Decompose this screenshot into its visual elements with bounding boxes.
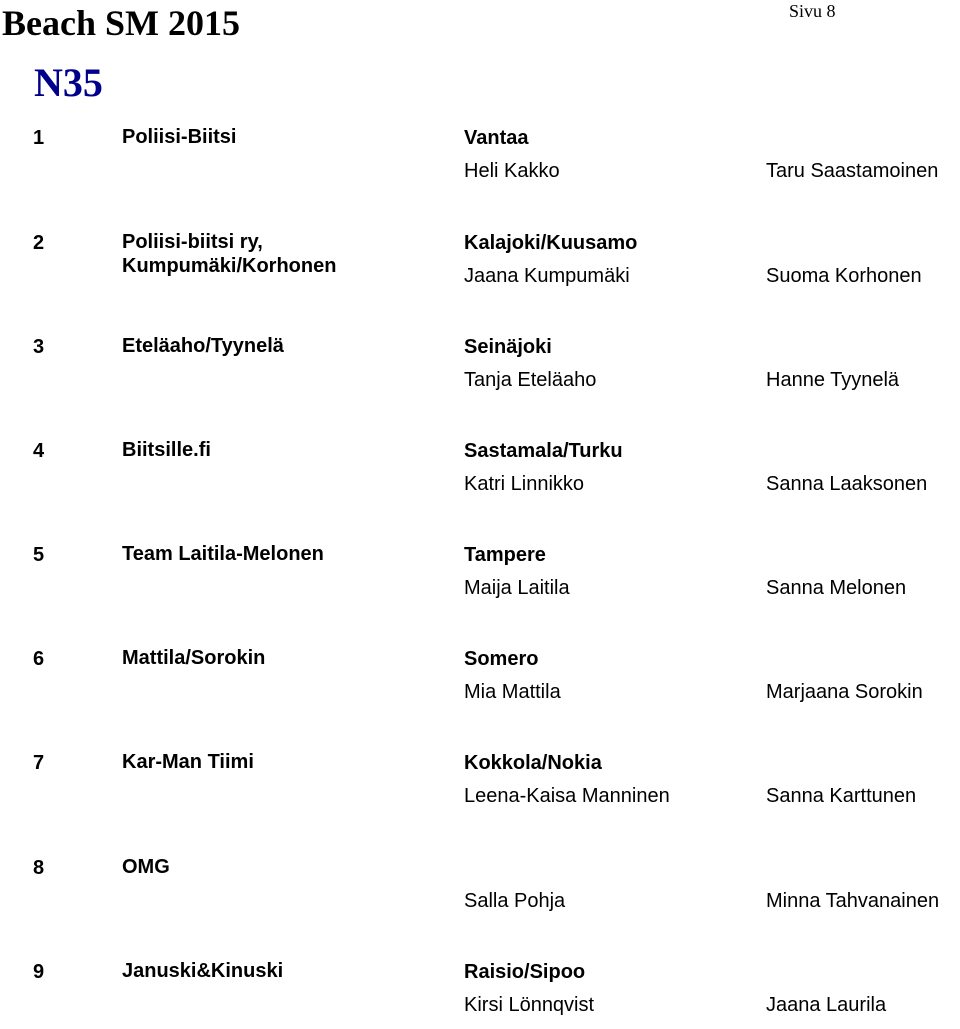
team-name: Biitsille.fi [122, 439, 211, 461]
team-city: Kokkola/Nokia [464, 752, 602, 774]
player-1: Leena-Kaisa Manninen [464, 785, 670, 807]
player-1: Heli Kakko [464, 160, 560, 182]
rank: 2 [33, 232, 45, 254]
player-2: Sanna Melonen [766, 577, 907, 599]
player-1: Salla Pohja [464, 890, 566, 912]
rank: 8 [33, 857, 45, 879]
rank: 3 [33, 336, 45, 358]
team-city: Sastamala/Turku [464, 440, 623, 462]
player-2: Minna Tahvanainen [766, 890, 940, 912]
player-2: Sanna Laaksonen [766, 473, 928, 495]
result-entry [0, 750, 960, 820]
team-city: Kalajoki/Kuusamo [464, 232, 638, 254]
category-heading: N35 [34, 60, 103, 105]
player-1: Katri Linnikko [464, 473, 585, 495]
player-1: Jaana Kumpumäki [464, 265, 630, 287]
result-entry [0, 542, 960, 612]
document-title: Beach SM 2015 [2, 3, 240, 43]
rank: 9 [33, 961, 45, 983]
result-entry [0, 855, 960, 925]
team-name: OMG [122, 856, 170, 878]
result-entry [0, 646, 960, 716]
rank: 7 [33, 752, 45, 774]
result-entry [0, 334, 960, 404]
team-name: Kar-Man Tiimi [122, 751, 254, 773]
team-name: Team Laitila-Melonen [122, 543, 324, 565]
rank: 5 [33, 544, 45, 566]
player-2: Jaana Laurila [766, 994, 887, 1016]
result-entry [0, 230, 960, 300]
team-city: Raisio/Sipoo [464, 961, 586, 983]
result-entry [0, 125, 960, 195]
team-city: Tampere [464, 544, 546, 566]
team-name: Eteläaho/Tyynelä [122, 335, 284, 357]
player-1: Mia Mattila [464, 681, 561, 703]
player-1: Kirsi Lönnqvist [464, 994, 595, 1016]
player-2: Taru Saastamoinen [766, 160, 939, 182]
team-city: Somero [464, 648, 539, 670]
player-2: Suoma Korhonen [766, 265, 922, 287]
team-city: Seinäjoki [464, 336, 552, 358]
result-entry [0, 959, 960, 1029]
page-number: Sivu 8 [789, 1, 836, 21]
player-1: Tanja Eteläaho [464, 369, 597, 391]
team-name: Poliisi-biitsi ry, Kumpumäki/Korhonen [122, 231, 337, 277]
rank: 4 [33, 440, 45, 462]
result-entry [0, 438, 960, 508]
player-2: Hanne Tyynelä [766, 369, 900, 391]
rank: 1 [33, 127, 45, 149]
team-name: Januski&Kinuski [122, 960, 284, 982]
player-1: Maija Laitila [464, 577, 570, 599]
team-name: Mattila/Sorokin [122, 647, 266, 669]
player-2: Sanna Karttunen [766, 785, 917, 807]
player-2: Marjaana Sorokin [766, 681, 923, 703]
rank: 6 [33, 648, 45, 670]
team-city: Vantaa [464, 127, 529, 149]
team-name: Poliisi-Biitsi [122, 126, 237, 148]
